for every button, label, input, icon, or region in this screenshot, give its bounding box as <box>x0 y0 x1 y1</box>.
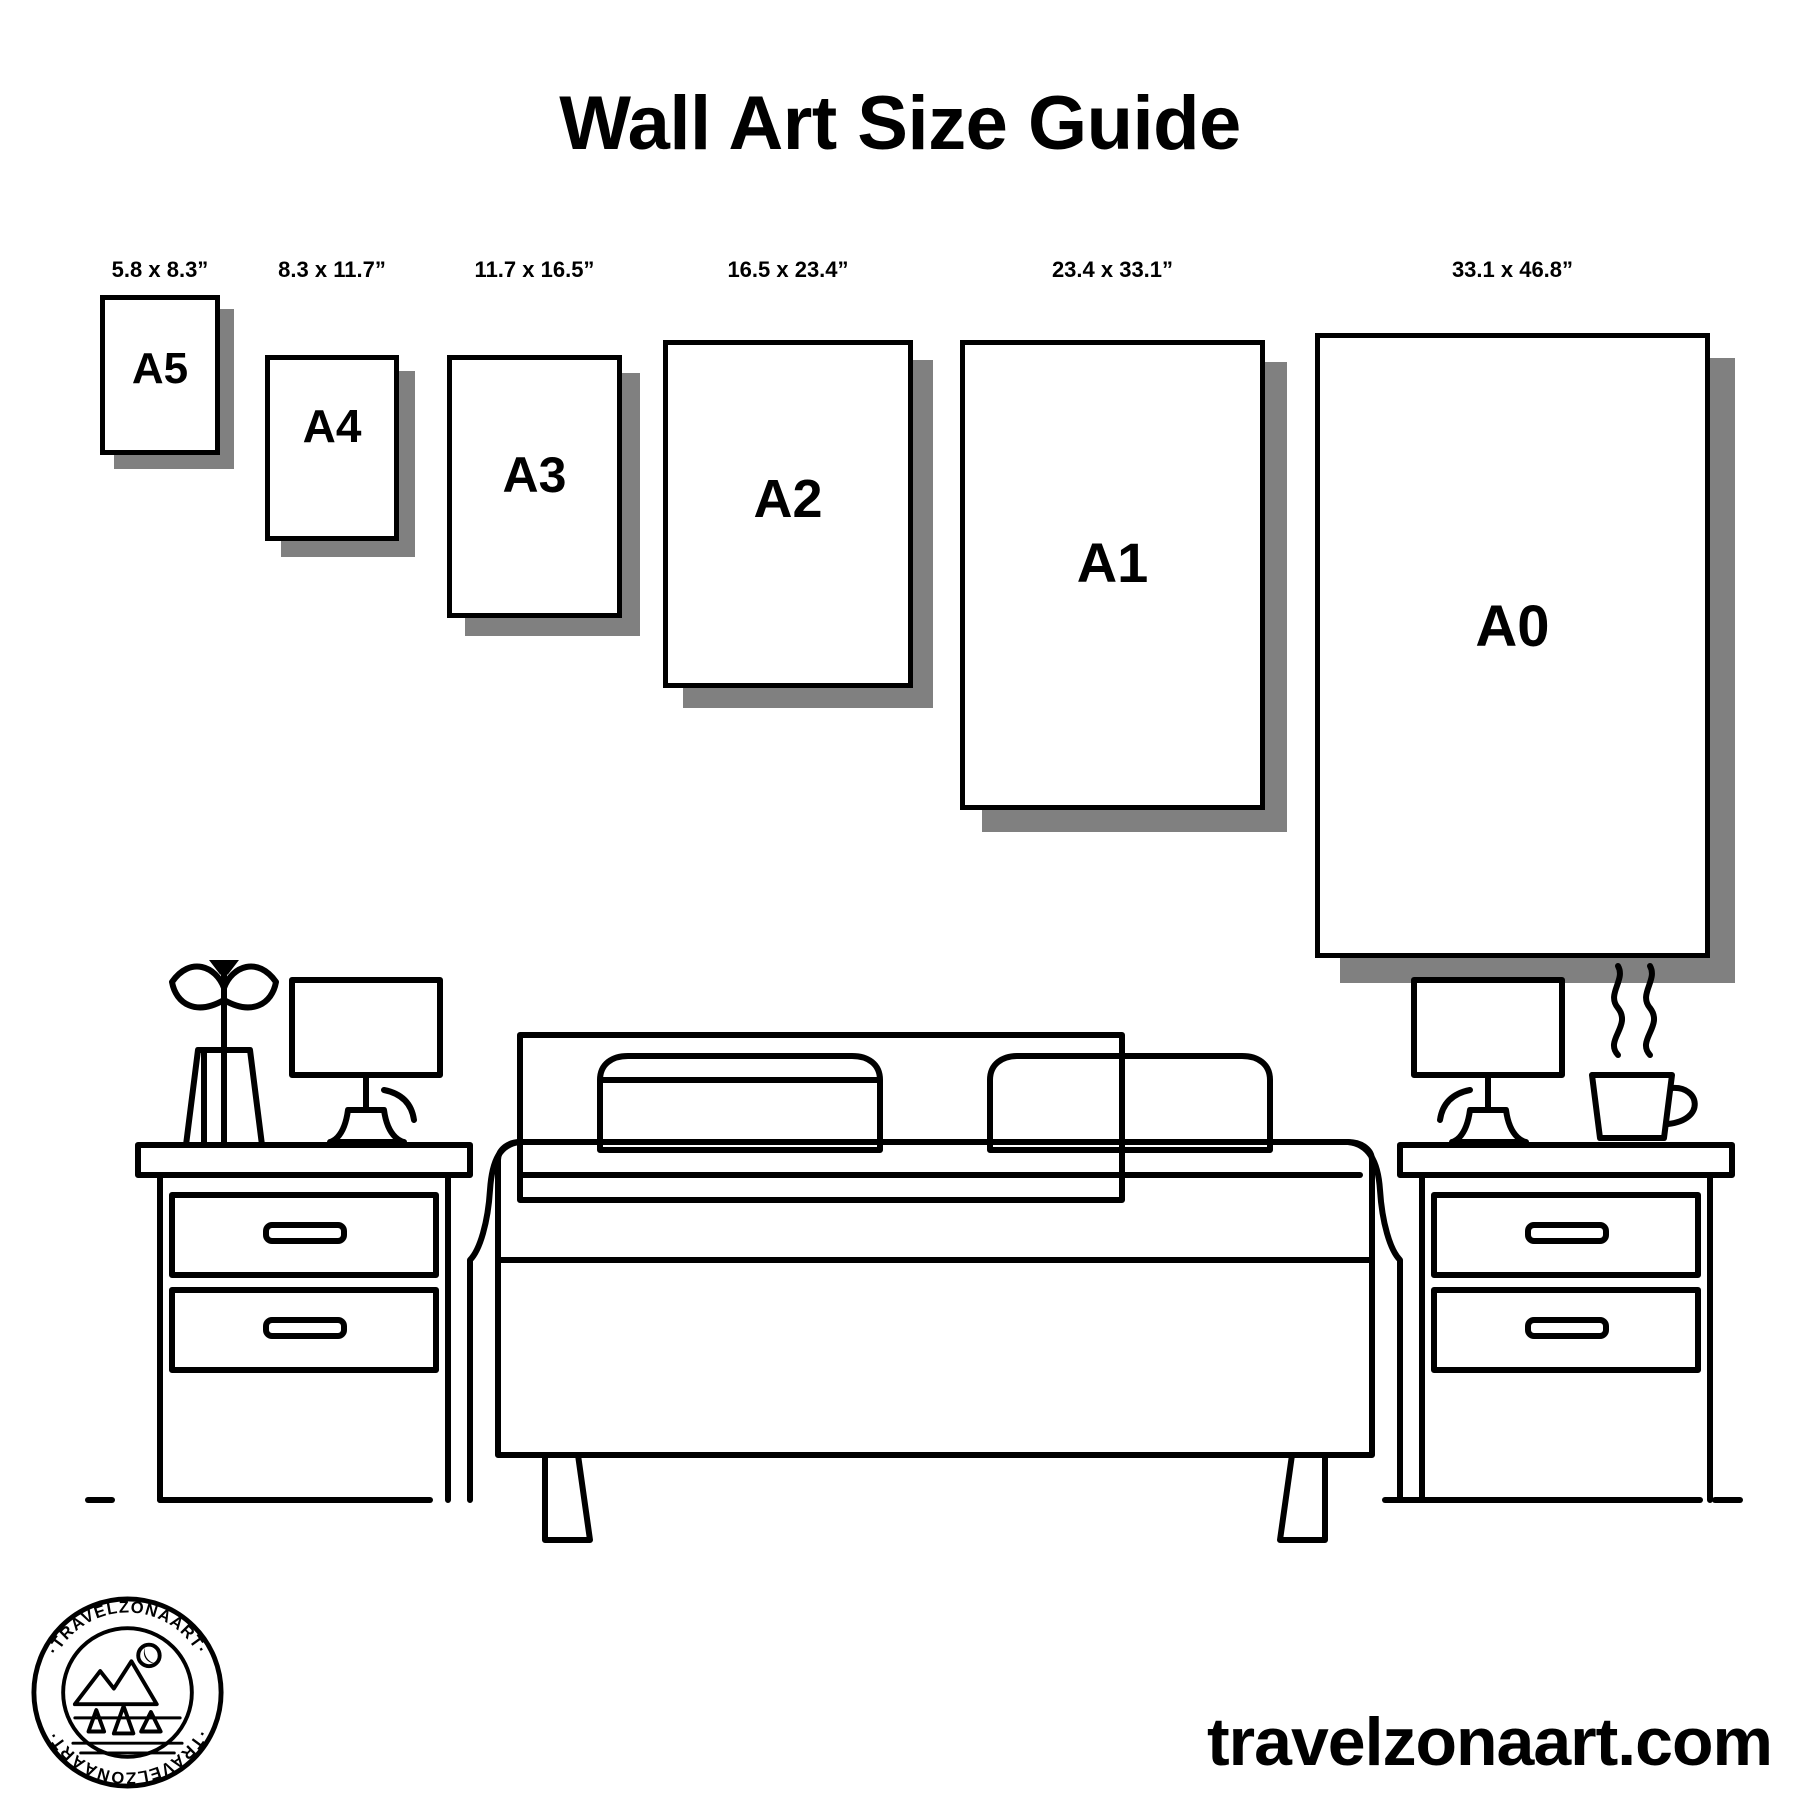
frame-group-a1[interactable] <box>960 257 1265 810</box>
frame-group-a0[interactable] <box>1315 257 1710 958</box>
nightstand-left <box>138 1145 470 1500</box>
frame-group-a2[interactable] <box>663 257 913 688</box>
frame-label-a0: A0 <box>1475 594 1550 659</box>
website-url[interactable]: travelzonaart.com <box>1207 1704 1772 1780</box>
coffee-cup <box>1592 966 1695 1138</box>
frame-label-a2: A2 <box>753 469 823 529</box>
frame-label-a4: A4 <box>302 400 362 452</box>
frame-group-a4[interactable] <box>265 257 399 541</box>
logo-text-top: ·TRAVELZONAART· <box>43 1597 212 1658</box>
frame-dimensions-a5: 5.8 x 8.3” <box>111 257 209 282</box>
frame-dimensions-a0: 33.1 x 46.8” <box>1451 257 1574 282</box>
frame-dimensions-a1: 23.4 x 33.1” <box>1051 257 1174 282</box>
brand-logo[interactable] <box>30 1595 225 1790</box>
frame-label-a5: A5 <box>131 344 189 393</box>
frame-group-a5[interactable] <box>100 257 220 455</box>
frame-dimensions-a2: 16.5 x 23.4” <box>727 257 849 282</box>
vase-with-plant <box>150 960 298 1145</box>
nightstand-right <box>1400 1145 1732 1500</box>
table-lamp-right <box>1414 980 1562 1142</box>
frame-group-a3[interactable] <box>447 257 622 618</box>
frame-label-a3: A3 <box>502 447 567 503</box>
bedroom-illustration <box>0 960 1800 1580</box>
logo-text-bottom: ·TRAVELZONAART· <box>43 1727 212 1788</box>
table-lamp-left <box>292 980 440 1142</box>
page-title: Wall Art Size Guide <box>559 81 1241 166</box>
bed <box>470 1035 1400 1540</box>
frame-label-a1: A1 <box>1076 531 1149 594</box>
frame-dimensions-a3: 11.7 x 16.5” <box>474 257 595 282</box>
frame-dimensions-a4: 8.3 x 11.7” <box>278 257 386 282</box>
